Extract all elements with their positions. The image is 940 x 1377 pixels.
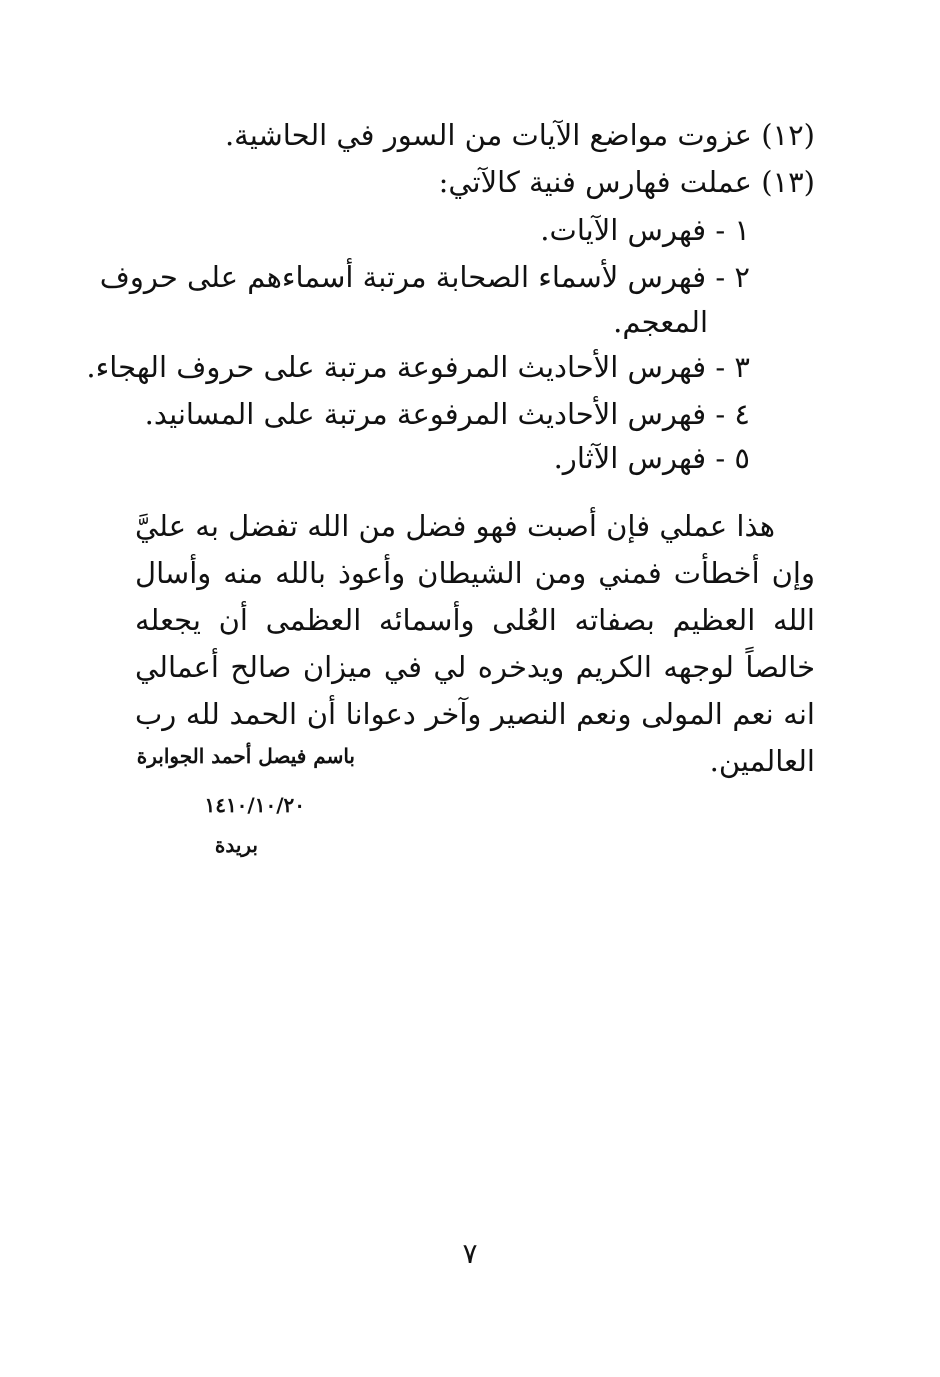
index-label: ١ - [715,213,750,247]
signature-date: ١٤١٠/١٠/٢٠ [204,793,305,817]
note-item-12 [225,113,815,157]
index-label: ٥ - [715,441,750,475]
index-item-2-continuation: المعجم. [613,305,708,339]
index-item-4 [145,392,750,436]
index-item-5 [554,436,750,480]
index-label: ٢ - [715,260,750,294]
note-item-13 [439,160,815,204]
note-label: (١٣) [761,165,815,199]
closing-paragraph-text: هذا عملي فإن أصبت فهو فضل من الله تفضل به عليَّ وإن أخطأت فمني ومن الشيطان وأعوذ بالله منه وأسال الله العظيم بصفاته العُلى وأسمائه العظمى أن يجعله خالصاً لوجهه الكريم ويدخره لي في ميزان صالح أعمالي انه نعم المولى ونعم النصير وآخر دعوانا أن الحمد لله رب العالمين. [135,509,815,778]
index-text: فهرس لأسماء الصحابة مرتبة أسماءهم على حروف [99,260,707,294]
note-text: عملت فهارس فنية كالآتي: [438,165,752,199]
index-text: فهرس الأحاديث المرفوعة مرتبة على حروف الهجاء. [86,350,707,384]
index-text: فهرس الآثار. [553,441,707,475]
index-item-3 [86,345,750,389]
signature-name: باسم فيصل أحمد الجوابرة [136,744,355,768]
note-text: عزوت مواضع الآيات من السور في الحاشية. [224,118,752,152]
index-item-1 [540,208,750,252]
index-label: ٣ - [715,350,750,384]
note-label: (١٢) [761,118,815,152]
index-text: فهرس الآيات. [540,213,707,247]
page-number: ٧ [462,1237,478,1270]
index-item-2 [100,255,750,299]
signature-place: بريدة [214,833,258,857]
index-label: ٤ - [715,397,750,431]
index-text: فهرس الأحاديث المرفوعة مرتبة على المسانيد. [144,397,707,431]
